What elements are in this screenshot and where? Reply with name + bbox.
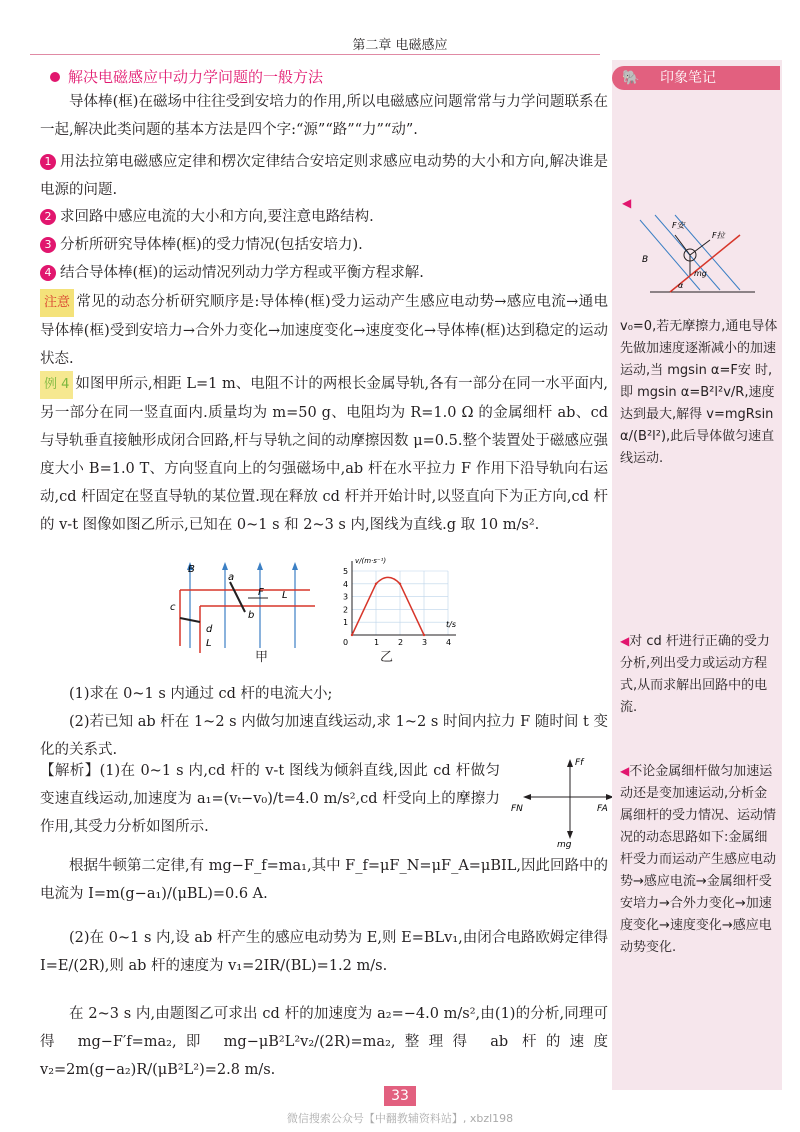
step-number: 1 <box>40 154 56 170</box>
data-point <box>351 634 353 636</box>
example-paragraph <box>40 370 608 539</box>
label-FA: FA <box>597 804 608 814</box>
intro-paragraph: 导体棒(框)在磁场中往往受到安培力的作用,所以电磁感应问题常常与力学问题联系在一起,解决此类问题的基本方法是四个字:“源”“路”“力”“动”. <box>40 94 608 138</box>
step-text: 用法拉第电磁感应定律和楞次定律结合安培定则求感应电动势的大小和方向,解决谁是电源的问题. <box>40 154 608 198</box>
label-F-an: F安 <box>672 221 685 230</box>
step-1 <box>40 148 608 204</box>
example-text: 如图甲所示,相距 L=1 m、电阻不计的两根长金属导轨,各有一部分在同一水平面内,另一部分在同一竖直面内.质量均为 m=50 g、电阻均为 R=1.0 Ω 的金属细杆 ab、cd 与导轨垂直接触形成闭合回路,杆与导轨之间的动摩擦因数 μ=0.5.整个装置处于磁感应强度大小 B=1.0 T、方向竖直向上的匀强磁场中,ab 杆在水平拉力 F 作用下沿导轨向右运动,cd 杆固定在竖直导轨的某位置.现在释放 cd 杆并开始计时,以竖直向下为正方向,cd 杆的 v-t 图像如图乙所示,已知在 0~1 s 和 2~3 s 内,图线为直线.g 取 10 m/s². <box>40 376 608 533</box>
step-3 <box>40 231 608 259</box>
label-alpha: α <box>678 281 684 290</box>
y-tick-label: 4 <box>343 579 349 589</box>
solution-p2: 根据牛顿第二定律,有 mg−F_f=ma₁,其中 F_f=μF_N=μF_A=μBIL,因此回路中的电流为 I=m(g−a₁)/(μBL)=0.6 A. <box>40 858 608 902</box>
chapter-header: 第二章 电磁感应 <box>352 38 448 53</box>
x-axis-label: t/s <box>446 620 456 629</box>
sidebar-note-2-text: 对 cd 杆进行正确的受力分析,列出受力或运动方程式,从而求解出回路中的电流. <box>620 634 770 715</box>
solution-p1-text: (1)在 0~1 s 内,cd 杆的 v-t 图线为倾斜直线,因此 cd 杆做匀变速直线运动,加速度为 a₁=(vₜ−v₀)/t=4.0 m/s²,cd 杆受向上的摩擦力作用,其受力分析如图所示. <box>40 763 500 835</box>
step-number: 2 <box>40 209 56 225</box>
elephant-icon: 🐘 <box>622 70 640 86</box>
step-text: 分析所研究导体棒(框)的受力情况(包括安培力). <box>60 237 363 253</box>
question-1: (1)求在 0~1 s 内通过 cd 杆的电流大小; <box>69 686 333 702</box>
section-title-text: 解决电磁感应中动力学问题的一般方法 <box>68 68 324 86</box>
bullet-dot-icon <box>50 72 60 82</box>
field-arrow-icon <box>222 562 228 570</box>
step-2 <box>40 203 608 231</box>
rod-ab <box>230 582 245 612</box>
label-B: B <box>188 564 195 575</box>
step-4 <box>40 259 608 287</box>
vt-chart <box>330 555 460 655</box>
note-text: 常见的动态分析研究顺序是:导体棒(框)受力运动产生感应电动势→感应电流→通电导体棒(框)受到安培力→合外力变化→加速度变化→速度变化→导体棒(框)达到稳定的运动状态. <box>40 294 608 367</box>
marker-icon: ◀ <box>620 634 630 648</box>
data-point <box>375 583 377 585</box>
header-divider <box>30 54 600 55</box>
y-tick-label: 5 <box>343 567 349 576</box>
label-d: d <box>206 624 213 635</box>
y-axis-label: v/(m·s⁻¹) <box>355 557 387 565</box>
label-a: a <box>228 572 235 583</box>
field-line <box>640 220 700 290</box>
data-point <box>399 583 401 585</box>
x-tick-label: 3 <box>422 638 428 647</box>
step-text: 结合导体棒(框)的运动情况列动力学方程或平衡方程求解. <box>60 265 424 281</box>
sidebar-figure <box>630 210 760 300</box>
origin-label: 0 <box>343 638 349 647</box>
sidebar-note-3 <box>620 760 780 959</box>
sidebar-title: 印象笔记 <box>660 70 716 86</box>
label-FN: FN <box>511 804 523 814</box>
label-b: b <box>248 610 255 621</box>
solution-p4: 在 2~3 s 内,由题图乙可求出 cd 杆的加速度为 a₂=−4.0 m/s²,由(1)的分析,同理可得 mg−F′f=ma₂,即 mg−μB²L²v₂/(2R)=ma₂,整理得 ab 杆的速度 v₂=2m(g−a₂)R/(μB²L²)=2.8 m/s. <box>40 1006 608 1078</box>
label-B: B <box>642 255 649 265</box>
label-mg: mg <box>694 269 707 278</box>
step-number: 4 <box>40 265 56 281</box>
x-tick-label: 2 <box>398 638 404 647</box>
label-mg: mg <box>557 840 572 850</box>
label-F: F <box>258 587 264 598</box>
sidebar-note-2 <box>620 630 780 719</box>
x-tick-label: 1 <box>374 638 380 647</box>
question-2: (2)若已知 ab 杆在 1~2 s 内做匀加速直线运动,求 1~2 s 时间内拉力 F 随时间 t 变化的关系式. <box>40 714 608 758</box>
marker-icon: ◀ <box>620 764 630 778</box>
note-tag: 注意 <box>40 289 74 317</box>
force-ampere-line <box>675 235 690 255</box>
field-arrow-icon <box>257 562 263 570</box>
label-L: L <box>206 638 212 649</box>
label-Ff: Ff <box>575 758 584 768</box>
arrow-icon <box>523 794 531 800</box>
step-number: 3 <box>40 237 56 253</box>
force-pull-line <box>690 240 710 255</box>
label-L: L <box>282 590 288 601</box>
arrow-icon <box>567 831 573 839</box>
step-text: 求回路中感应电流的大小和方向,要注意电路结构. <box>60 209 374 225</box>
arrow-icon <box>567 759 573 767</box>
y-tick-label: 1 <box>343 618 349 628</box>
note-paragraph <box>40 288 608 373</box>
solution-tag: 【解析】 <box>40 763 100 779</box>
footer-watermark: 微信搜索公众号【中翻教辅资料站】, xbzl198 <box>286 1112 514 1125</box>
solution-p3: (2)在 0~1 s 内,设 ab 杆产生的感应电动势为 E,则 E=BLv₁,由闭合电路欧姆定律得 I=E/(2R),则 ab 杆的速度为 v₁=2IR/(BL)=1.2 m/s. <box>40 930 608 974</box>
data-point <box>423 634 425 636</box>
force-diagram <box>505 755 615 850</box>
figure-jia <box>170 558 320 658</box>
label-F-la: F拉 <box>712 231 725 240</box>
y-tick-label: 3 <box>343 592 349 602</box>
example-tag: 例 4 <box>40 371 73 399</box>
solution-p1 <box>40 757 500 841</box>
figure-jia-caption: 甲 <box>255 650 269 665</box>
sidebar-marker-icon: ◀ <box>622 196 632 210</box>
sidebar-header <box>612 66 780 90</box>
page-number: 33 <box>384 1086 416 1106</box>
chart-caption: 乙 <box>380 650 394 665</box>
y-tick-label: 2 <box>343 605 349 615</box>
field-arrow-icon <box>292 562 298 570</box>
vt-curve <box>352 577 424 635</box>
label-c: c <box>170 602 176 613</box>
sidebar-note-3-text: 不论金属细杆做匀加速运动还是变加速运动,分析金属细杆的受力情况、运动情况的动态思路如下:金属细杆受力而运动产生感应电动势→感应电流→金属细杆受安培力→合外力变化→加速度变化→速度变化→感应电动势变化. <box>620 764 777 955</box>
x-tick-label: 4 <box>446 638 452 647</box>
sidebar-note-1: v₀=0,若无摩擦力,通电导体先做加速度逐渐减小的加速运动,当 mgsin α=F安 时,即 mgsin α=B²l²v/R,速度达到最大,解得 v=mgRsin α/(B²l²),此后导体做匀速直线运动. <box>620 319 778 466</box>
section-title <box>50 66 323 87</box>
